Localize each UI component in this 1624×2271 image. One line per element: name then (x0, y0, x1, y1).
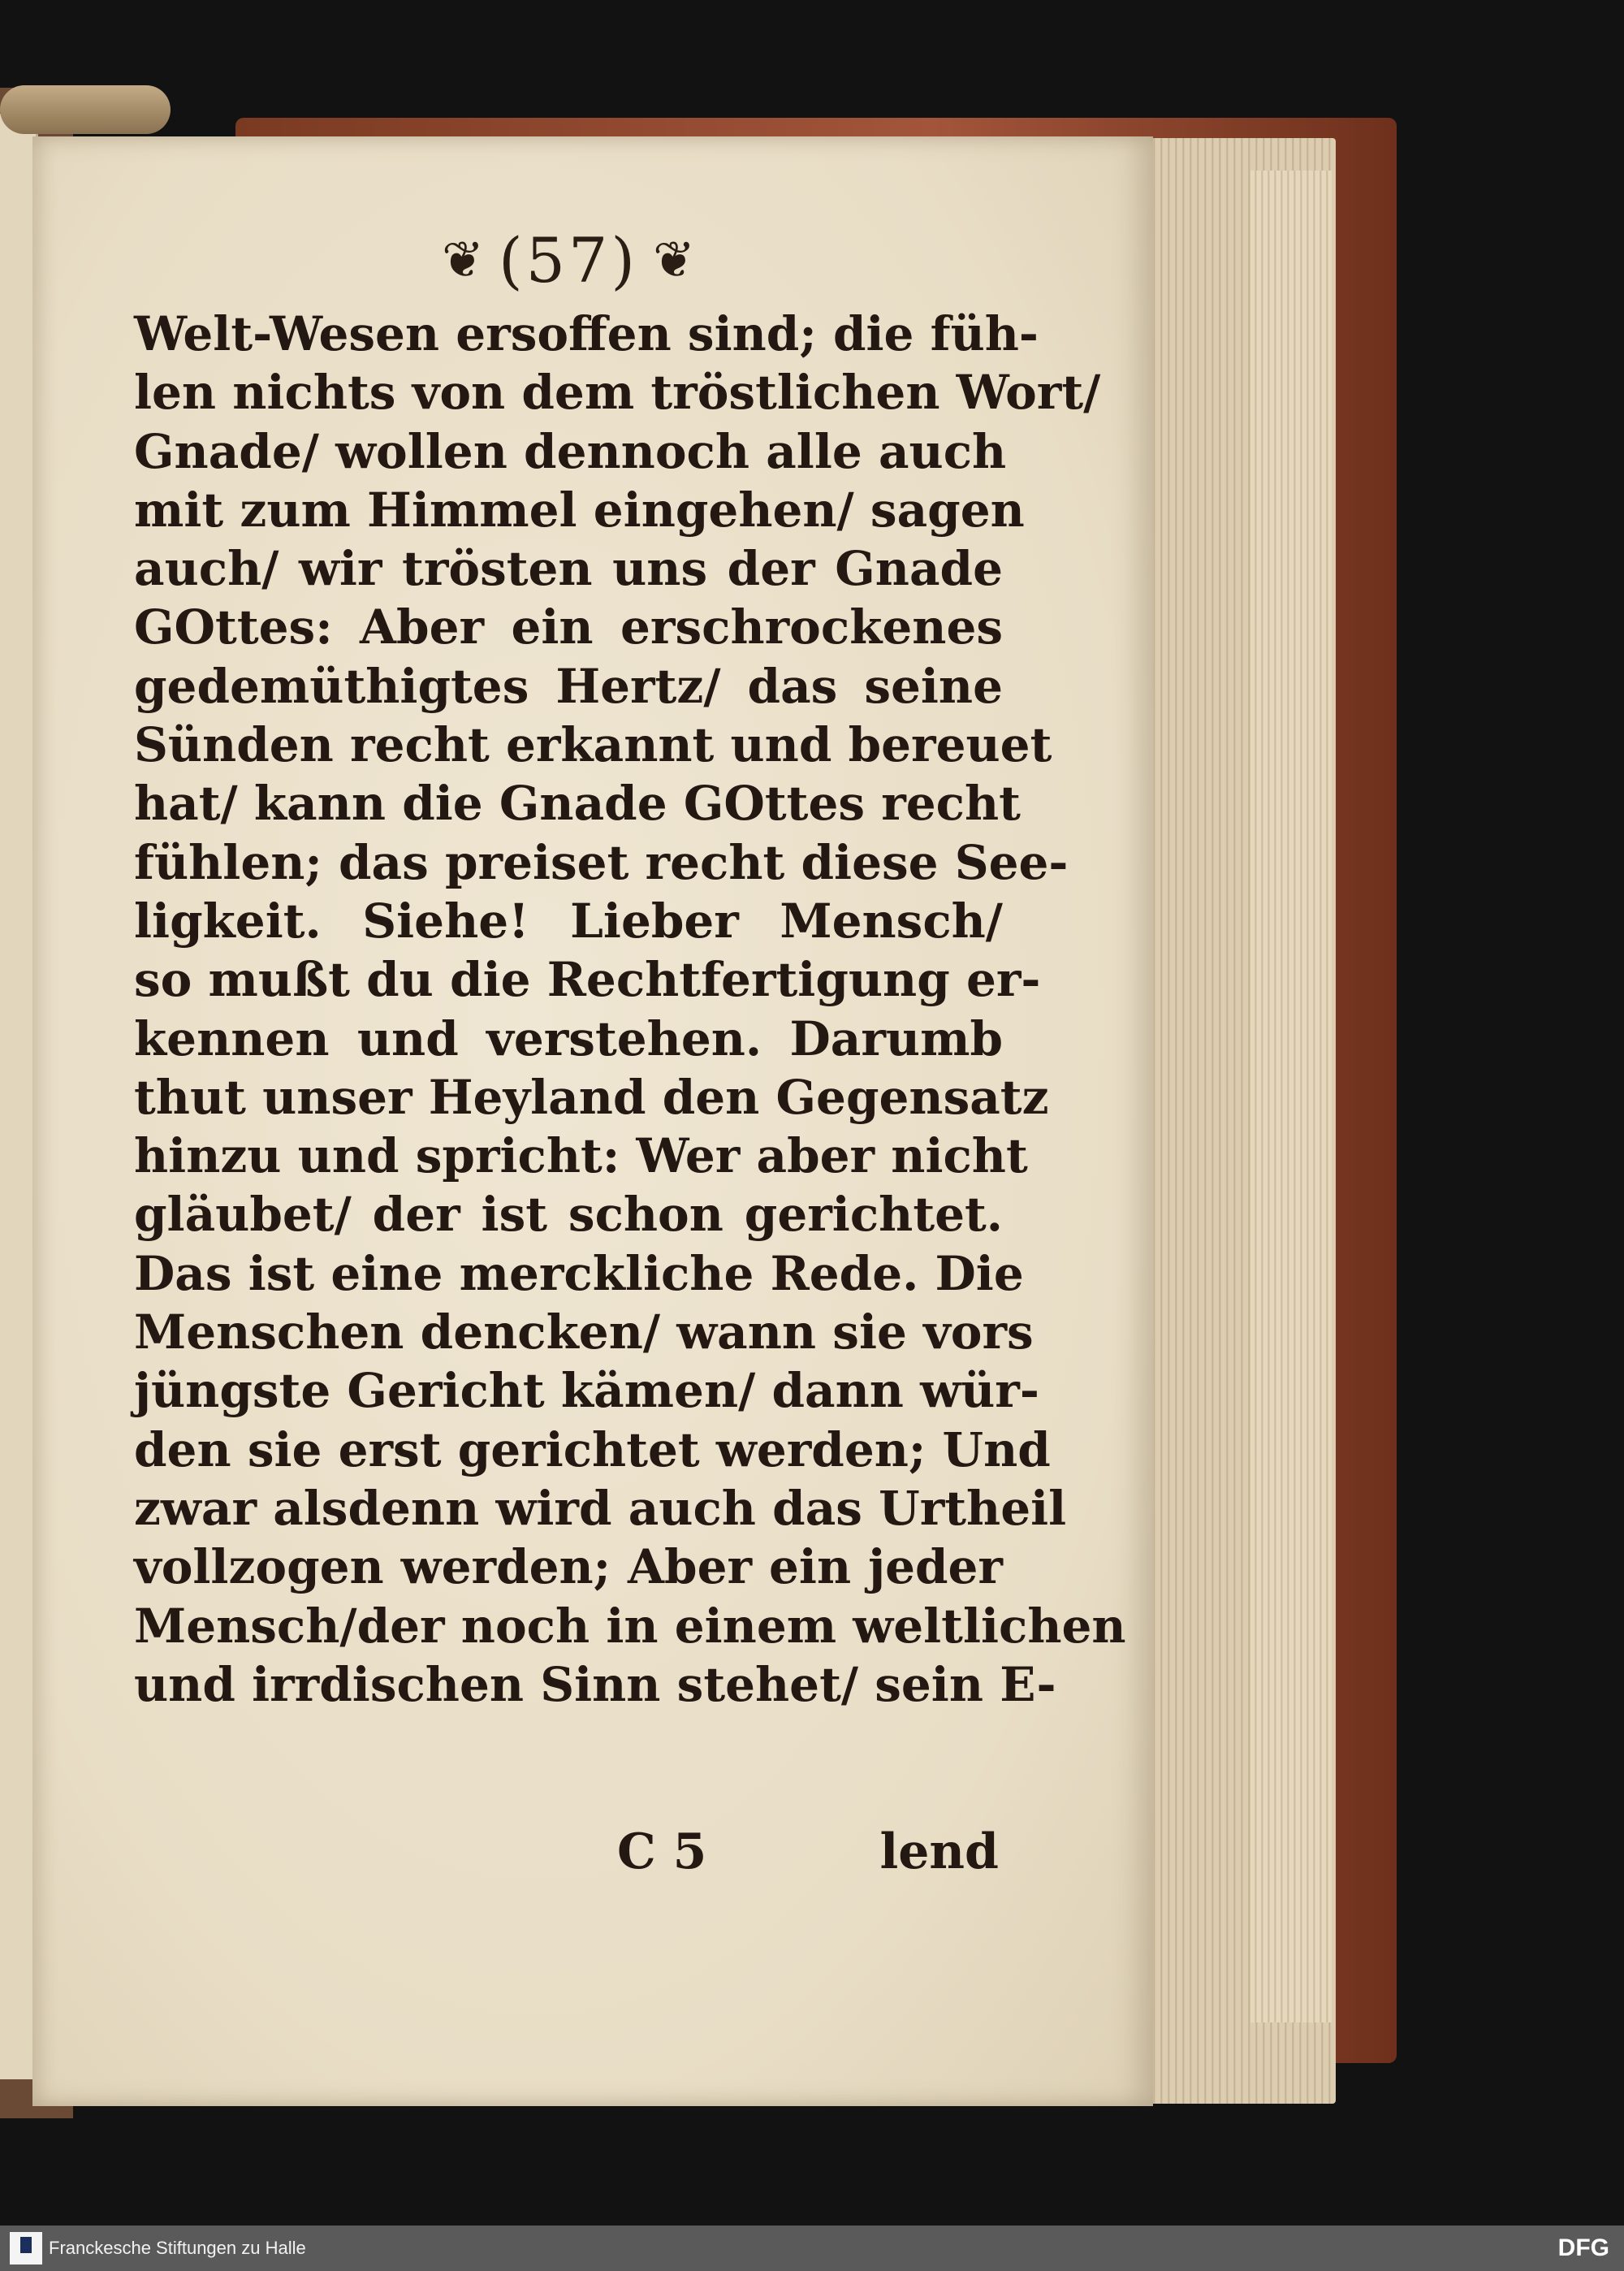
text-line: hat/ kann die Gnade GOttes recht (134, 776, 1021, 832)
provider-logo: DFG (1557, 2234, 1609, 2261)
text-line: und irrdischen Sinn stehet/ sein E- (134, 1656, 1056, 1712)
text-line: ligkeit. Siehe! Lieber Mensch/ (134, 893, 1003, 949)
left-ornament-icon: ❦ (442, 230, 484, 289)
text-line: Mensch/der noch in einem weltlichen (134, 1598, 1126, 1654)
text-line: hinzu und spricht: Wer aber nicht (134, 1128, 1028, 1184)
text-line: auch/ wir trösten uns der Gnade (134, 541, 1003, 597)
institution-logo-icon (10, 2232, 42, 2265)
text-line: Welt-Wesen ersoffen sind; die füh- (134, 306, 1039, 361)
page-footer (617, 1823, 999, 1888)
institution-name: Franckesche Stiftungen zu Halle (49, 2238, 306, 2258)
right-ornament-icon: ❦ (653, 230, 695, 289)
text-line: jüngste Gericht kämen/ dann wür- (134, 1363, 1039, 1419)
text-line: den sie erst gerichtet werden; Und (134, 1421, 1051, 1477)
text-line: gedemüthigtes Hertz/ das seine (134, 658, 1003, 714)
signature-mark: C 5 (617, 1823, 707, 1880)
text-line: Menschen dencken/ wann sie vors (134, 1304, 1034, 1360)
text-line: thut unser Heyland den Gegensatz (134, 1069, 1049, 1125)
text-line: Sünden recht erkannt und bereuet (134, 717, 1052, 773)
text-line: mit zum Himmel eingehen/ sagen (134, 482, 1025, 538)
text-line: len nichts von dem tröstlichen Wort/ (134, 365, 1101, 421)
text-line: so mußt du die Rechtfertigung er- (134, 952, 1041, 1008)
text-line: Gnade/ wollen dennoch alle auch (134, 423, 1007, 479)
text-line: vollzogen werden; Aber ein jeder (134, 1539, 1003, 1595)
text-line: gläubet/ der ist schon gerichtet. (134, 1187, 1003, 1243)
text-line: Das ist eine merckliche Rede. Die (134, 1245, 1024, 1301)
catchword: lend (879, 1823, 999, 1880)
page-number: (57) (498, 223, 638, 296)
text-line: fühlen; das preiset recht diese See- (134, 834, 1069, 890)
text-line: zwar alsdenn wird auch das Urtheil (134, 1480, 1067, 1536)
bottom-bar (0, 2226, 1624, 2271)
text-line: GOttes: Aber ein erschrockenes (134, 599, 1003, 655)
page-stack-inner (1250, 171, 1332, 2022)
binding-cord (0, 85, 171, 134)
text-block (134, 305, 1126, 1714)
text-line: kennen und verstehen. Darumb (134, 1010, 1003, 1066)
page-header (382, 211, 755, 309)
